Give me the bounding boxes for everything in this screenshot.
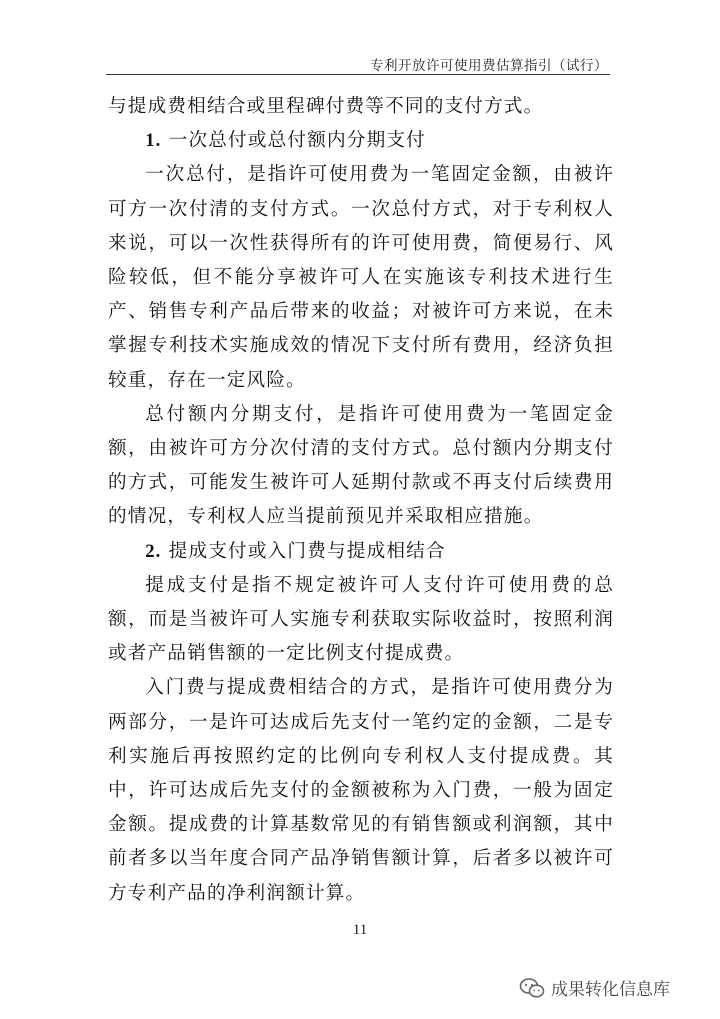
header-divider xyxy=(106,74,610,75)
section-title-2: 提成支付或入门费与提成相结合 xyxy=(161,540,446,562)
paragraph-continuation: 与提成费相结合或里程碑付费等不同的支付方式。 xyxy=(108,96,544,117)
watermark-text: 成果转化信息库 xyxy=(551,980,670,1000)
section-number-2: 2. xyxy=(145,540,162,562)
paragraph-lump-sum: 一次总付，是指许可使用费为一笔固定金额，由被许可方一次付清的支付方式。一次总付方式，对于专利权人来说，可以一次性获得所有的许可使用费，简便易行、风险较低，但不能分享被许可人在实施该专利技术进行生产、销售专利产品后带来的收益；对被许可方来说，在未掌握专利技术实施成效的情况下支付所有费用，经济负担较重，存在一定风险。 xyxy=(108,164,614,391)
watermark xyxy=(519,975,670,1000)
paragraph-royalty: 提成支付是指不规定被许可人支付许可使用费的总额，而是当被许可人实施专利获取实际收益时，按照利润或者产品销售额的一定比例支付提成费。 xyxy=(108,574,614,665)
page-number: 11 xyxy=(352,922,368,938)
paragraph-installments: 总付额内分期支付，是指许可使用费为一笔固定金额，由被许可方分次付清的支付方式。总付额内分期支付的方式，可能发生被许可人延期付款或不再支付后续费用的情况，专利权人应当提前预见并采取相应措施。 xyxy=(108,403,614,528)
wechat-icon xyxy=(519,977,545,999)
section-heading-1 xyxy=(108,124,614,158)
document-body xyxy=(108,90,614,911)
section-number-1: 1. xyxy=(145,130,162,152)
section-title-1: 一次总付或总付额内分期支付 xyxy=(161,130,426,152)
section-heading-2 xyxy=(108,535,614,569)
paragraph-entry-fee: 入门费与提成费相结合的方式，是指许可使用费分为两部分，一是许可达成后先支付一笔约定的金额，二是专利实施后再按照约定的比例向专利权人支付提成费。其中，许可达成后先支付的金额被称为入门费，一般为固定金额。提成费的计算基数常见的有销售额或利润额，其中前者多以当年度合同产品净销售额计算，后者多以被许可方专利产品的净利润额计算。 xyxy=(108,677,614,904)
running-header-title: 专利开放许可使用费估算指引（试行） xyxy=(370,58,608,74)
